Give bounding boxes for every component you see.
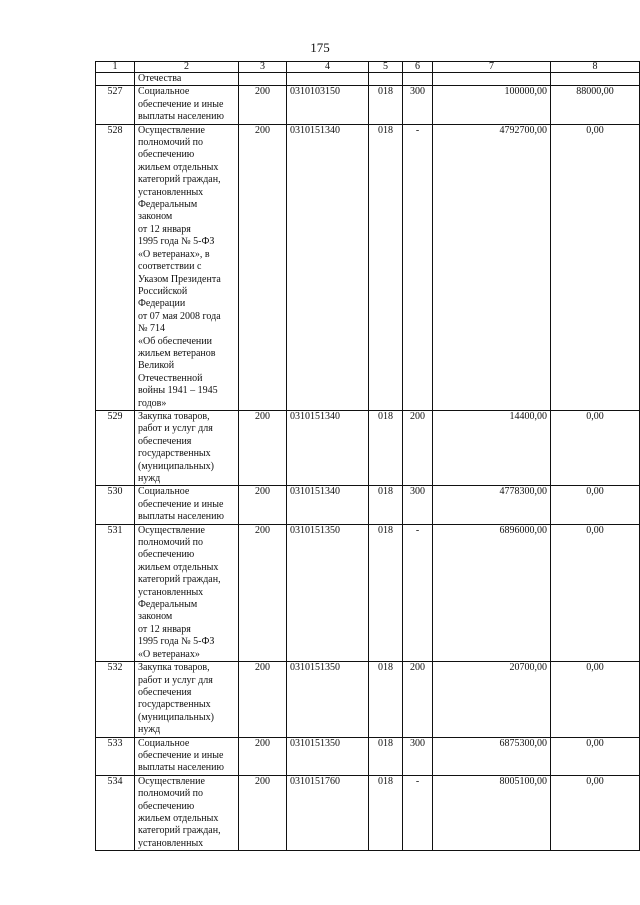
cell-col-8: 88000,00 [551,86,640,124]
table-body [96,73,640,851]
name-line: установленных [138,186,204,198]
name-line: соответствии с [138,261,202,273]
cell-col-4: 0310151340 [287,124,369,410]
name-line: 1995 года № 5-ФЗ [138,636,215,648]
name-line: войны 1941 – 1945 [138,385,218,397]
name-line: Социальное [138,86,190,98]
cell-col-8: 0,00 [551,662,640,737]
cell-col-5: 018 [369,524,403,661]
name-line: Закупка товаров, [138,410,210,422]
name-line: установленных [138,837,204,849]
name-line: выплаты населению [138,511,224,523]
cell-col-3: 200 [239,737,287,775]
name-line: от 07 мая 2008 года [138,310,221,322]
name-line: Закупка товаров, [138,662,210,674]
cell-col-8: 0,00 [551,524,640,661]
table-row [96,486,640,524]
name-line: Федерации [138,298,186,310]
cell-col-8: 0,00 [551,737,640,775]
cell-name [135,662,239,737]
cell-row-number: 528 [96,124,135,410]
cell-row-number: 531 [96,524,135,661]
cell-row-number: 534 [96,775,135,850]
name-line: «О ветеранах», в [138,248,210,260]
header-col-7: 7 [433,62,551,73]
name-line: Федеральным [138,199,198,211]
name-line: установленных [138,586,204,598]
name-line: нужд [138,724,161,736]
name-line: жильем отдельных [138,161,219,173]
cell-col-6: - [403,775,433,850]
cell-empty [239,73,287,86]
name-line: Отечества [138,73,182,84]
name-line: обеспечение и иные [138,98,224,110]
header-col-5: 5 [369,62,403,73]
name-line: Российской [138,285,188,297]
cell-col-6: 200 [403,662,433,737]
table-row [96,410,640,485]
cell-name [135,524,239,661]
cell-col-3: 200 [239,86,287,124]
table-row [96,737,640,775]
cell-col-4: 0310151340 [287,486,369,524]
cell-col-7: 4792700,00 [433,124,551,410]
cell-col-4: 0310151340 [287,410,369,485]
cell-col-3: 200 [239,524,287,661]
name-line: работ и услуг для [138,423,213,435]
cell-empty [403,73,433,86]
cell-col-6: 300 [403,486,433,524]
cell-name [135,410,239,485]
cell-col-7: 4778300,00 [433,486,551,524]
name-line: Социальное [138,737,190,749]
table-row [96,662,640,737]
cell-col-7: 20700,00 [433,662,551,737]
name-line: категорий граждан, [138,174,221,186]
cell-col-4: 0310103150 [287,86,369,124]
header-row [96,62,640,73]
cell-col-7: 6875300,00 [433,737,551,775]
name-line: нужд [138,473,161,484]
header-col-8: 8 [551,62,640,73]
cell-name [135,86,239,124]
cell-col-4: 0310151350 [287,662,369,737]
cell-col-4: 0310151350 [287,524,369,661]
cell-row-number: 530 [96,486,135,524]
cell-name [135,73,239,86]
name-line: Указом Президента [138,273,221,285]
cell-col-6: - [403,124,433,410]
cell-col-7: 6896000,00 [433,524,551,661]
name-line: выплаты населению [138,111,224,123]
name-line: (муниципальных) [138,711,214,723]
cell-col-5: 018 [369,737,403,775]
name-line: работ и услуг для [138,674,213,686]
name-line: № 714 [138,323,166,335]
cell-col-3: 200 [239,486,287,524]
cell-empty [369,73,403,86]
cell-col-6: 200 [403,410,433,485]
name-line: от 12 января [138,623,191,635]
name-line: Социальное [138,486,190,498]
cell-name [135,124,239,410]
cell-col-3: 200 [239,662,287,737]
table-row [96,124,640,410]
cell-col-8: 0,00 [551,410,640,485]
name-line: государственных [138,448,211,460]
name-line: категорий граждан, [138,825,221,837]
name-line: полномочий по [138,537,204,549]
cell-row-number: 527 [96,86,135,124]
name-line: Великой [138,360,175,372]
cell-name [135,737,239,775]
table-row [96,524,640,661]
cell-col-6: 300 [403,86,433,124]
header-col-6: 6 [403,62,433,73]
cell-col-8: 0,00 [551,486,640,524]
name-line: Осуществление [138,124,205,136]
cell-num [96,73,135,86]
cell-col-6: 300 [403,737,433,775]
cell-col-3: 200 [239,775,287,850]
cell-row-number: 529 [96,410,135,485]
name-line: выплаты населению [138,762,224,774]
name-line: Федеральным [138,599,198,611]
cell-empty [287,73,369,86]
name-line: полномочий по [138,788,204,800]
header-col-2: 2 [135,62,239,73]
name-line: обеспечению [138,149,195,161]
name-line: (муниципальных) [138,460,214,472]
cell-name [135,486,239,524]
name-line: «О ветеранах» [138,648,200,660]
page-number: 175 [310,40,330,55]
cell-row-number: 532 [96,662,135,737]
cell-col-3: 200 [239,410,287,485]
cell-col-3: 200 [239,124,287,410]
cell-col-5: 018 [369,86,403,124]
header-col-1: 1 [96,62,135,73]
cell-name [135,775,239,850]
table-header [96,62,640,73]
cell-col-7: 8005100,00 [433,775,551,850]
cell-empty [551,73,640,86]
table-row [96,775,640,850]
name-line: обеспечение и иные [138,749,224,761]
cell-col-5: 018 [369,124,403,410]
name-line: годов» [138,397,167,409]
name-line: Отечественной [138,372,203,384]
cell-col-5: 018 [369,486,403,524]
name-line: жильем отдельных [138,561,219,573]
cell-col-5: 018 [369,775,403,850]
name-line: Осуществление [138,524,205,536]
cell-row-number: 533 [96,737,135,775]
name-line: жильем ветеранов [138,347,216,359]
name-line: обеспечению [138,549,195,561]
cell-empty [433,73,551,86]
cell-col-8: 0,00 [551,124,640,410]
cell-col-8: 0,00 [551,775,640,850]
name-line: «Об обеспечении [138,335,212,347]
cell-col-4: 0310151350 [287,737,369,775]
cell-col-6: - [403,524,433,661]
header-col-3: 3 [239,62,287,73]
name-line: полномочий по [138,137,204,149]
name-line: законом [138,211,173,223]
table-row [96,86,640,124]
name-line: жильем отдельных [138,812,219,824]
name-line: от 12 января [138,223,191,235]
continuation-row [96,73,640,86]
name-line: 1995 года № 5-ФЗ [138,236,215,248]
cell-col-4: 0310151760 [287,775,369,850]
budget-table [95,61,640,851]
name-line: обеспечению [138,800,195,812]
name-line: категорий граждан, [138,574,221,586]
name-line: Осуществление [138,775,205,787]
name-line: обеспечение и иные [138,498,224,510]
name-line: законом [138,611,173,623]
name-line: обеспечения [138,435,192,447]
cell-col-7: 100000,00 [433,86,551,124]
header-col-4: 4 [287,62,369,73]
name-line: обеспечения [138,686,192,698]
name-line: государственных [138,699,211,711]
cell-col-5: 018 [369,410,403,485]
cell-col-5: 018 [369,662,403,737]
cell-col-7: 14400,00 [433,410,551,485]
